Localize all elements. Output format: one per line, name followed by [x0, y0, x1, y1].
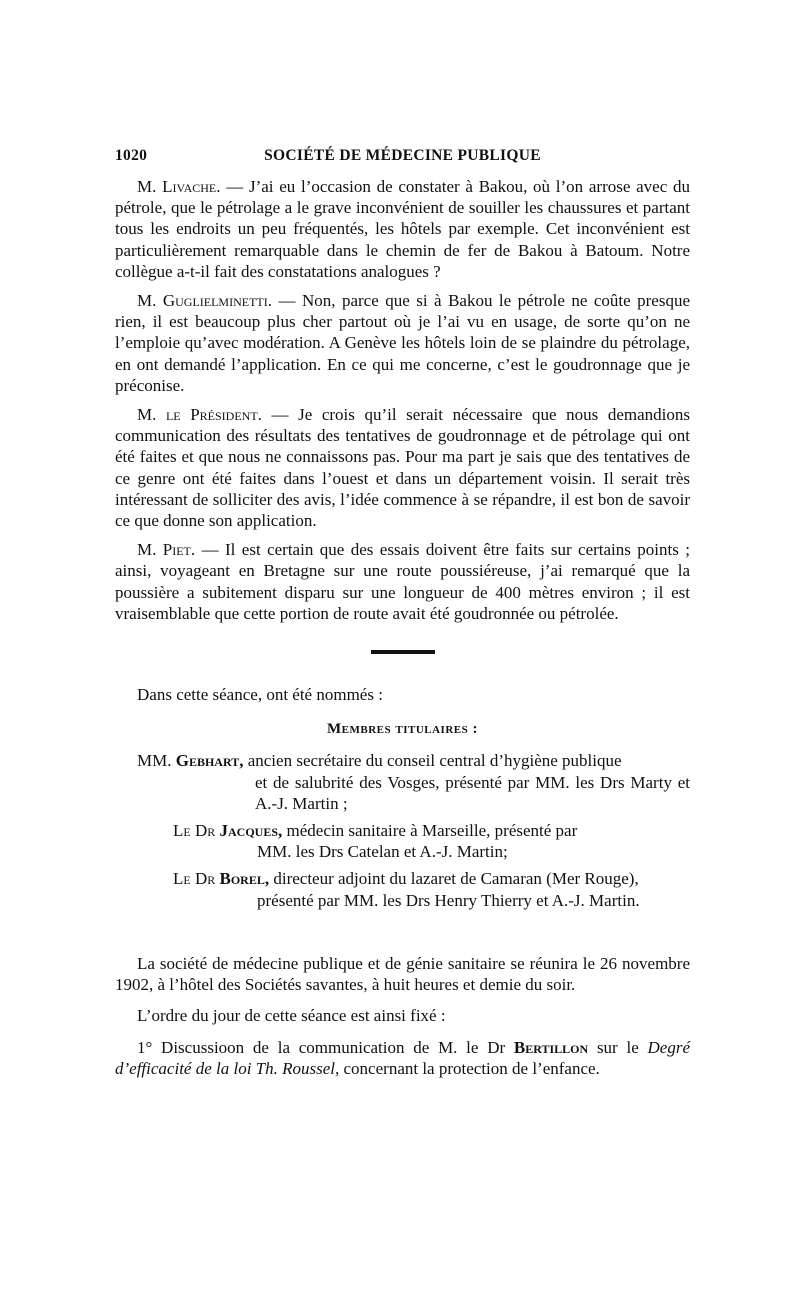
agenda-item-end: concernant la protection de l’enfance. — [339, 1058, 600, 1078]
nominee-description: directeur adjoint du lazaret de Camaran (Mer Rouge), — [269, 869, 639, 889]
running-title: SOCIÉTÉ DE MÉDECINE PUBLIQUE — [264, 147, 541, 164]
meeting-announcement: La société de médecine publique et de génie sanitaire se réunira le 26 novembre 1902, à l’hôtel des Sociétés savantes, à huit heures et demie du soir. — [115, 953, 690, 995]
nominee-description: ancien secrétaire du conseil central d’hygiène publique — [243, 751, 622, 771]
nominee-borel — [115, 868, 690, 910]
section-divider — [371, 650, 435, 654]
nominations-heading: Membres titulaires : — [327, 721, 478, 738]
agenda-item-title: Degré d’efficacité de la loi Th. Roussel, — [115, 1037, 690, 1078]
nominee-description: médecin sanitaire à Marseille, présenté par — [282, 821, 578, 841]
paragraph-text: — J’ai eu l’occasion de constater à Bakou, où l’on arrose avec du pétrole, que le pétrolage a le grave inconvénient de souiller les chaussures et partant tous les endroits un peu fréquentés, les hôtels par exemple. Cet inconvénient est particulièrement remarquable dans le chemin de fer de Bakou à Batoum. Notre collègue a-t-il fait des constatations analogues ? — [115, 177, 691, 281]
section-spacer — [115, 917, 690, 953]
paragraph-livache — [115, 176, 690, 282]
agenda-item-author: Bertillon — [513, 1037, 589, 1057]
page-number: 1020 — [115, 147, 148, 164]
paragraph-president — [115, 404, 690, 531]
speaker-name: M. Livache. — [137, 177, 221, 196]
nominations-intro: Dans cette séance, ont été nommés : — [137, 685, 383, 705]
nominee-prefix: MM. — [137, 751, 176, 771]
speaker-name: M. le Président. — [137, 405, 262, 425]
agenda-intro: L’ordre du jour de cette séance est ainsi fixé : — [137, 1006, 446, 1026]
nominee-prefix: Le Dr — [173, 869, 220, 889]
nominee-prefix: Le Dr — [173, 821, 220, 841]
nominee-gebhart — [115, 750, 690, 814]
nominee-details: MM. les Drs Catelan et A.-J. Martin; — [257, 842, 508, 862]
agenda-item-1 — [115, 1037, 690, 1079]
speaker-name: M. Piet. — [137, 540, 196, 560]
nominee-name: Jacques, — [219, 821, 283, 841]
page-body — [115, 176, 690, 1089]
paragraph-piet — [115, 539, 690, 624]
nominee-name: Gebhart, — [175, 751, 244, 771]
paragraph-text: — Je crois qu’il serait nécessaire que nous demandions communication des résultats des tentatives de goudronnage et de pétrolage qui ont été faites et que nous ne connaissons pas. Pour ma part je sais que des tentatives de ce genre ont été faites dans l’ouest et dans un département voisin. Il serait très intéressant de solliciter des avis, l’idée commence à se répandre, il est bon de savoir ce que donne son application. — [115, 405, 690, 531]
nominee-details: et de salubrité des Vosges, présenté par MM. les Drs Marty et A.-J. Martin ; — [255, 772, 690, 813]
agenda-item-mid: sur le — [588, 1037, 648, 1057]
paragraph-guglielminetti — [115, 290, 690, 396]
agenda-item-start: 1° Discussioon de la communication de M. le Dr — [137, 1037, 514, 1057]
nominee-jacques — [115, 820, 690, 862]
paragraph-text: — Il est certain que des essais doivent être faits sur certains points ; ainsi, voyageant en Bretagne sur une route poussiéreuse, j’ai remarqué que la poussière a subitement disparu sur une longueur de 400 mètres environ ; il est vraisemblable que cette portion de route avait été goudronnée ou pétrolée. — [115, 540, 690, 623]
announcement-section — [115, 953, 690, 1079]
nominee-name: Borel, — [219, 869, 270, 889]
nominations-section — [115, 684, 690, 911]
speaker-name: M. Guglielminetti. — [137, 291, 273, 311]
paragraph-text: — Non, parce que si à Bakou le pétrole ne coûte presque rien, il est beaucoup plus cher partout où je l’ai vu en usage, de sorte qu’on ne l’emploie qu’avec modération. A Genève les hôtels loin de se plaindre du pétrolage, en ont demandé l’application. En ce qui me concerne, c’est le goudronnage que je préconise. — [115, 291, 691, 395]
nominee-details: présenté par MM. les Drs Henry Thierry et A.-J. Martin. — [257, 890, 640, 910]
